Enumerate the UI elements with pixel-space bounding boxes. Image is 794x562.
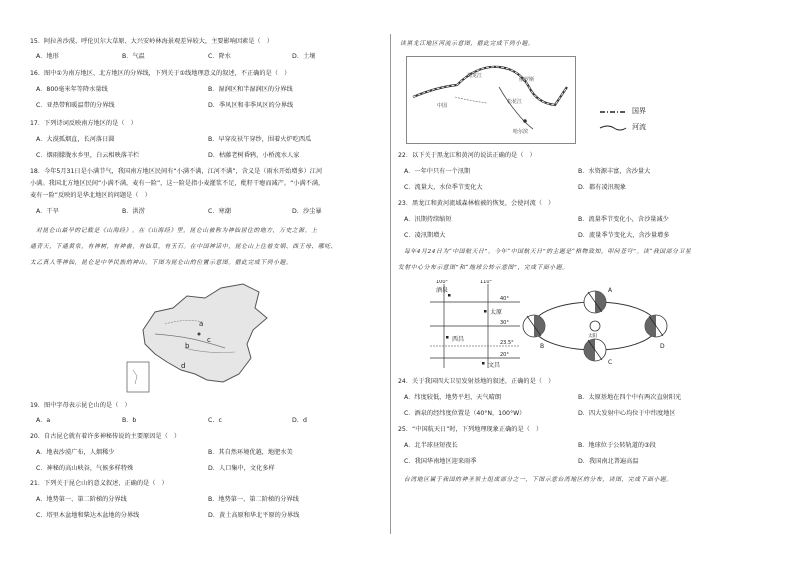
legend-symbols	[598, 106, 628, 136]
south-sea-inset	[127, 362, 149, 392]
column-divider	[390, 34, 391, 534]
map-label-a: a	[199, 320, 204, 328]
q19-option-a: A．a	[36, 417, 51, 424]
q24-option-a: A．纬度较低，地势平坦，天气晴朗	[404, 394, 502, 401]
map2-label-russia: 俄罗斯	[519, 77, 535, 83]
sun-icon	[590, 321, 600, 331]
q20-option-b: B．其自然环境优越，地肥水美	[208, 449, 293, 456]
q17-option-c: C．烟雨朦胧水乡里，白云相映落羊栏	[36, 152, 140, 159]
map-label-b: b	[185, 342, 190, 350]
lon-100-label: 100°	[436, 280, 449, 285]
lon-110-label: 110°	[480, 280, 493, 285]
kunlun-intro-line2: 通青天，下通黄泉，有神树，有神兽，有仙草，有玉石。在中国神话中，昆仑山上住着女娲、西王母、哪吒、	[30, 244, 338, 250]
q18-stem-line1: 18．今年5月31日是小满节气，我国南方地区民间有“小满不满，江河不满”，含义是（雨水开始增多）江河	[30, 168, 323, 175]
lat-23-label: 23.5°	[500, 340, 514, 346]
q21-option-b: B．地势第一、第二阶梯的分界线	[208, 496, 299, 503]
earth-d-icon	[645, 315, 667, 337]
q24-stem: 24．关于我国四大卫星发射基地的叙述，正确的是（ ）	[398, 378, 555, 385]
q22-option-d: D．都有凌汛现象	[578, 184, 627, 191]
wenchang-label: 文昌	[488, 362, 501, 369]
kunlun-intro-line3: 太乙真人等神仙，昆仑是中华民族的神山。下图为昆仑山的位置示意图。据此完成下列小题。	[30, 260, 293, 266]
q18-stem-line2: 小满。我国北方地区民间“小满不满，麦有一险”，这一险是指小麦灌浆不足，秕籽干瘪而减产。“小满不满，	[30, 180, 325, 187]
q19-option-d: D．d	[292, 417, 307, 424]
q16-option-a: A．800毫米年等降水量线	[36, 86, 108, 93]
china-map	[125, 278, 275, 396]
q18-option-d: D．沙尘暴	[292, 208, 322, 215]
q22-stem: 22．以下关于黑龙江和黄河的说法正确的是（ ）	[398, 152, 536, 159]
earth-a-icon	[584, 291, 606, 313]
earth-b-icon	[523, 315, 545, 337]
q15-stem: 15．阿拉善沙漠、呼伦贝尔大草原、大兴安岭林海景观差异较大，主要影响因素是（ ）	[30, 38, 273, 45]
heilongjiang-intro: 读黑龙江地区河流示意图，据此完成下列小题。	[400, 41, 535, 47]
q17-option-d: D．枯藤老树昏鸦，小桥流水人家	[208, 152, 300, 159]
xichang-label: 西昌	[452, 336, 465, 343]
q20-option-a: A．地表沙漠广布，人烟稀少	[36, 449, 115, 456]
q16-stem: 16．图中①为南方地区、北方地区的分界线，下列关于①线地理意义的叙述，不正确的是（ ）	[30, 70, 291, 77]
earth-orbit-diagram	[520, 282, 670, 368]
map-legend	[598, 106, 678, 136]
orbit-label-d: D	[660, 343, 665, 350]
orbit-label-b: B	[540, 343, 545, 350]
q24-option-c: C．酒泉的经纬度位置是（40°N，100°W）	[404, 410, 526, 417]
taiwan-intro: 台湾地区属于我国的神圣领土组成部分之一，下图示意台湾地区的分布，读图，完成下面小题。	[404, 477, 673, 483]
q16-option-c: C．亚热带和暖温带的分界线	[36, 102, 115, 109]
q20-option-c: C．神秘的高山峡谷，气候多样特殊	[36, 465, 134, 472]
orbit-label-a: A	[608, 287, 613, 294]
lat-40-label: 40°	[500, 296, 509, 302]
q19-option-b: B．b	[122, 417, 137, 424]
q19-option-c: C．c	[208, 417, 222, 424]
q23-stem: 23．黑龙江和黄河流域森林植被的恢复，会使河流（ ）	[398, 200, 555, 207]
q22-option-b: B．水资源丰富，含沙量大	[578, 168, 651, 175]
q15-option-a: A．地形	[36, 53, 59, 60]
q21-stem: 21．下列关于昆仑山的意义叙述，正确的是（ ）	[30, 480, 168, 487]
map-label-d: d	[181, 362, 186, 370]
jiuquan-label: 酒泉	[436, 287, 449, 294]
q18-option-a: A．干旱	[36, 208, 59, 215]
q15-option-b: B．气温	[122, 53, 145, 60]
space-day-intro-line1: 每年4月24日为“中国航天日”。今年“中国航天日”的主题是“格物致知，叩问苍穹”。读“我国部分卫星	[404, 249, 692, 255]
legend-river-label: 河流	[632, 123, 646, 131]
q22-option-c: C．流量大，水位季节变化大	[404, 184, 483, 191]
q17-stem: 17．下列诗词反映南方地区的是（ ）	[30, 120, 137, 127]
q24-option-b: B．太原基地在四个中有两次直射阳光	[578, 394, 682, 401]
china-map-figure	[125, 278, 275, 396]
orbit-label-c: C	[608, 359, 613, 366]
q25-option-d: D．我国南北普遍高温	[578, 458, 639, 465]
q22-option-a: A．一年中只有一个汛期	[404, 168, 471, 175]
orbit-svg	[520, 282, 670, 368]
q19-stem: 19．图中字母表示昆仑山的是（ ）	[30, 402, 131, 409]
q20-stem: 20．自古昆仑就有着许多神秘传说的主要原因是（ ）	[30, 433, 181, 440]
q21-option-d: D．黄土高原和华北平原的分界线	[208, 512, 300, 519]
legend-border-label: 国界	[632, 107, 646, 115]
q25-option-a: A．北半球昼短夜长	[404, 442, 458, 449]
q23-option-c: C．凌汛期增大	[404, 232, 446, 239]
lat-20-label: 20°	[500, 352, 509, 358]
launch-center-grid	[430, 280, 524, 370]
heilongjiang-map-figure	[406, 56, 576, 144]
q21-option-c: C．塔里木盆地和柴达木盆地的分界线	[36, 512, 140, 519]
map-label-c: c	[207, 336, 211, 344]
map2-label-heilongjiang: 黑龙江	[467, 73, 483, 79]
kunlun-intro-line1: 对昆仑山最早的记载是《山海经》。在《山海经》里，昆仑山被称为神仙居住的地方，万史之源。上	[36, 228, 318, 234]
map2-label-harbin: 哈尔滨	[513, 129, 529, 135]
q24-option-d: D．四大发射中心均位于中纬度地区	[578, 410, 676, 417]
q25-option-b: B．地球位于公转轨道的③段	[578, 442, 656, 449]
q23-option-a: A．汛期持续缩短	[404, 216, 452, 223]
space-day-intro-line2: 发射中心分布示意图”和“地球公转示意图”，完成下面小题。	[398, 265, 569, 271]
q15-option-c: C．降水	[208, 53, 231, 60]
q17-option-b: B．早穿皮袄午穿纱，围着火炉吃西瓜	[208, 136, 312, 143]
sun-label: 太阳	[588, 334, 597, 339]
q16-option-d: D．季风区和非季风区的分界线	[208, 102, 294, 109]
map2-label-china: 中国	[437, 103, 448, 109]
q21-option-a: A．地势第一、第二阶梯的分界线	[36, 496, 127, 503]
q18-stem-line3: 麦有一险”反映的是华北地区的问题是（ ）	[30, 192, 151, 199]
map2-label-songhuajiang: 松花江	[507, 99, 523, 105]
q18-option-c: C．寒潮	[208, 208, 231, 215]
q18-option-b: B．洪涝	[122, 208, 145, 215]
lat-30-label: 30°	[500, 320, 509, 326]
launch-center-map	[430, 280, 524, 370]
q16-option-b: B．湿润区和半湿润区的分界线	[208, 86, 293, 93]
q17-option-a: A．大漠孤烟直，长河落日圆	[36, 136, 115, 143]
q25-stem: 25．“中国航天日”时，下列地理现象正确的是（ ）	[398, 426, 543, 433]
q15-option-d: D．土壤	[292, 53, 316, 60]
q23-option-b: B．流量季节变化小，含沙量减少	[578, 216, 669, 223]
q25-option-c: C．我国华南地区迎来雨季	[404, 458, 477, 465]
heilongjiang-map	[407, 57, 575, 143]
earth-c-icon	[584, 339, 606, 361]
q20-option-d: D．人口集中，文化多样	[208, 465, 275, 472]
q23-option-d: D．流量季节变化大，含沙量增多	[578, 232, 670, 239]
taiyuan-label: 太原	[490, 309, 503, 316]
